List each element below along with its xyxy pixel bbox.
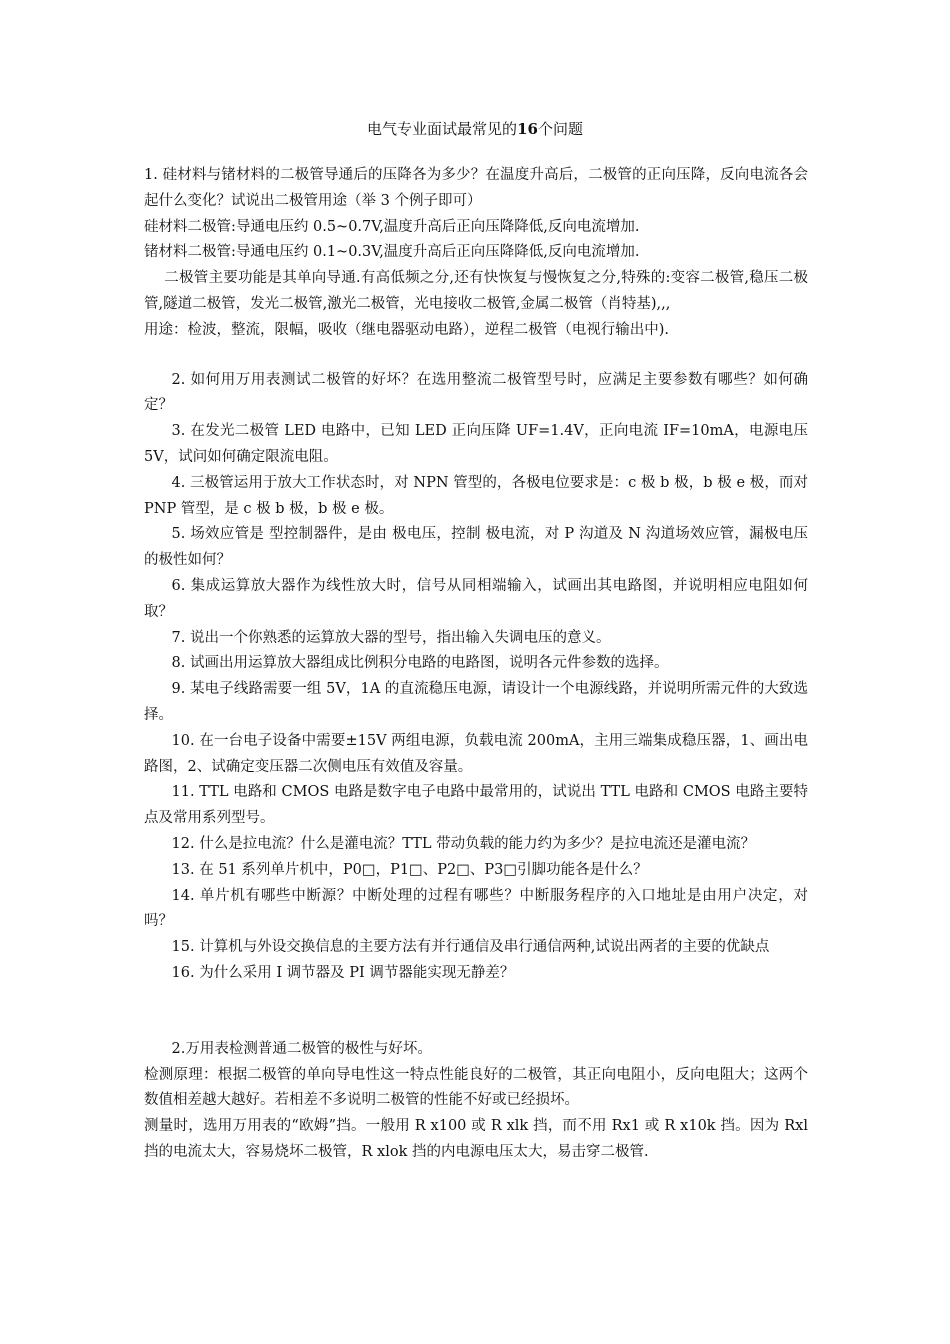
section-2-measure: 测量时，选用万用表的“欧姆”挡。一般用 R x100 或 R xlk 挡，而不用 Rx1 或 R x10k 挡。因为 Rxl 挡的电流太大，容易烧坏二极管，R xlok 挡的内电源电压太大，易击穿二极管. <box>144 1118 808 1160</box>
section-2-heading: 2.万用表检测普通二极管的极性与好坏。 <box>171 1040 432 1057</box>
question-6: 6. 集成运算放大器作为线性放大时，信号从同相端输入，试画出其电路图，并说明相应电阻如何取？ <box>144 577 808 620</box>
page-title <box>0 116 950 142</box>
question-13: 13. 在 51 系列单片机中，P0□，P1□、P2□、P3□引脚功能各是什么？ <box>171 861 648 878</box>
answer-uses: 用途：检波，整流，限幅，吸收（继电器驱动电路），逆程二极管（电视行输出中). <box>144 321 670 338</box>
question-9: 9. 某电子线路需要一组 5V，1A 的直流稳压电源，请设计一个电源线路，并说明所需元件的大致选择。 <box>144 681 808 723</box>
spacer <box>144 987 808 1037</box>
answer-germanium: 锗材料二极管:导通电压约 0.1~0.3V,温度升高后正向压降降低,反向电流增加. <box>144 244 640 261</box>
title-number: 16 <box>517 120 538 138</box>
question-1: 1. 硅材料与锗材料的二极管导通后的压降各为多少？在温度升高后，二极管的正向压降，反向电流各会起什么变化？试说出二极管用途（举 3 个例子即可） <box>144 167 808 209</box>
question-15: 15. 计算机与外设交换信息的主要方法有并行通信及串行通信两种,试说出两者的主要的优缺点 <box>171 939 770 956</box>
question-2: 2. 如何用万用表测试二极管的好坏？在选用整流二极管型号时，应满足主要参数有哪些？如何确定？ <box>144 371 808 414</box>
section-2-principle: 检测原理：根据二极管的单向导电性这一特点性能良好的二极管，其正向电阻小，反向电阻大；这两个数值相差越大越好。若相差不多说明二极管的性能不好或已经损坏。 <box>144 1066 808 1109</box>
answer-functions: 二极管主要功能是其单向导通.有高低频之分,还有快恢复与慢恢复之分,特殊的:变容二极管,稳压二极管,隧道二极管，发光二极管,激光二极管，光电接收二极管,金属二极管（肖特基),,, <box>144 270 808 312</box>
answer-silicon: 硅材料二极管:导通电压约 0.5~0.7V,温度升高后正向压降降低,反向电流增加. <box>144 218 640 235</box>
spacer <box>144 344 808 368</box>
question-11: 11. TTL 电路和 CMOS 电路是数字电子电路中最常用的，试说出 TTL 电路和 CMOS 电路主要特点及常用系列型号。 <box>144 784 808 827</box>
question-16: 16. 为什么采用 I 调节器及 PI 调节器能实现无静差？ <box>171 964 515 981</box>
title-suffix: 个问题 <box>537 120 583 138</box>
document-body <box>144 163 808 1166</box>
question-3: 3. 在发光二极管 LED 电路中，已知 LED 正向压降 UF=1.4V，正向电流 IF=10mA，电源电压 5V，试问如何确定限流电阻。 <box>144 423 808 465</box>
question-4: 4. 三极管运用于放大工作状态时，对 NPN 管型的，各极电位要求是：c 极 b 极，b 极 e 极，而对 PNP 管型，是 c 极 b 极，b 极 e 极。 <box>144 474 808 517</box>
question-14: 14. 单片机有哪些中断源？中断处理的过程有哪些？中断服务程序的入口地址是由用户决定，对吗？ <box>144 887 808 930</box>
question-12: 12. 什么是拉电流？什么是灌电流？TTL 带动负载的能力约为多少？是拉电流还是灌电流？ <box>171 835 756 852</box>
question-5: 5. 场效应管是 型控制器件，是由 极电压，控制 极电流，对 P 沟道及 N 沟道场效应管，漏极电压的极性如何？ <box>144 526 808 569</box>
question-8: 8. 试画出用运算放大器组成比例积分电路的电路图，说明各元件参数的选择。 <box>171 655 669 672</box>
question-10: 10. 在一台电子设备中需要±15V 两组电源，负载电流 200mA，主用三端集成稳压器，1、画出电路图，2、试确定变压器二次侧电压有效值及容量。 <box>144 732 808 775</box>
question-7: 7. 说出一个你熟悉的运算放大器的型号，指出输入失调电压的意义。 <box>171 629 611 646</box>
title-prefix: 电气专业面试最常见的 <box>367 120 518 138</box>
